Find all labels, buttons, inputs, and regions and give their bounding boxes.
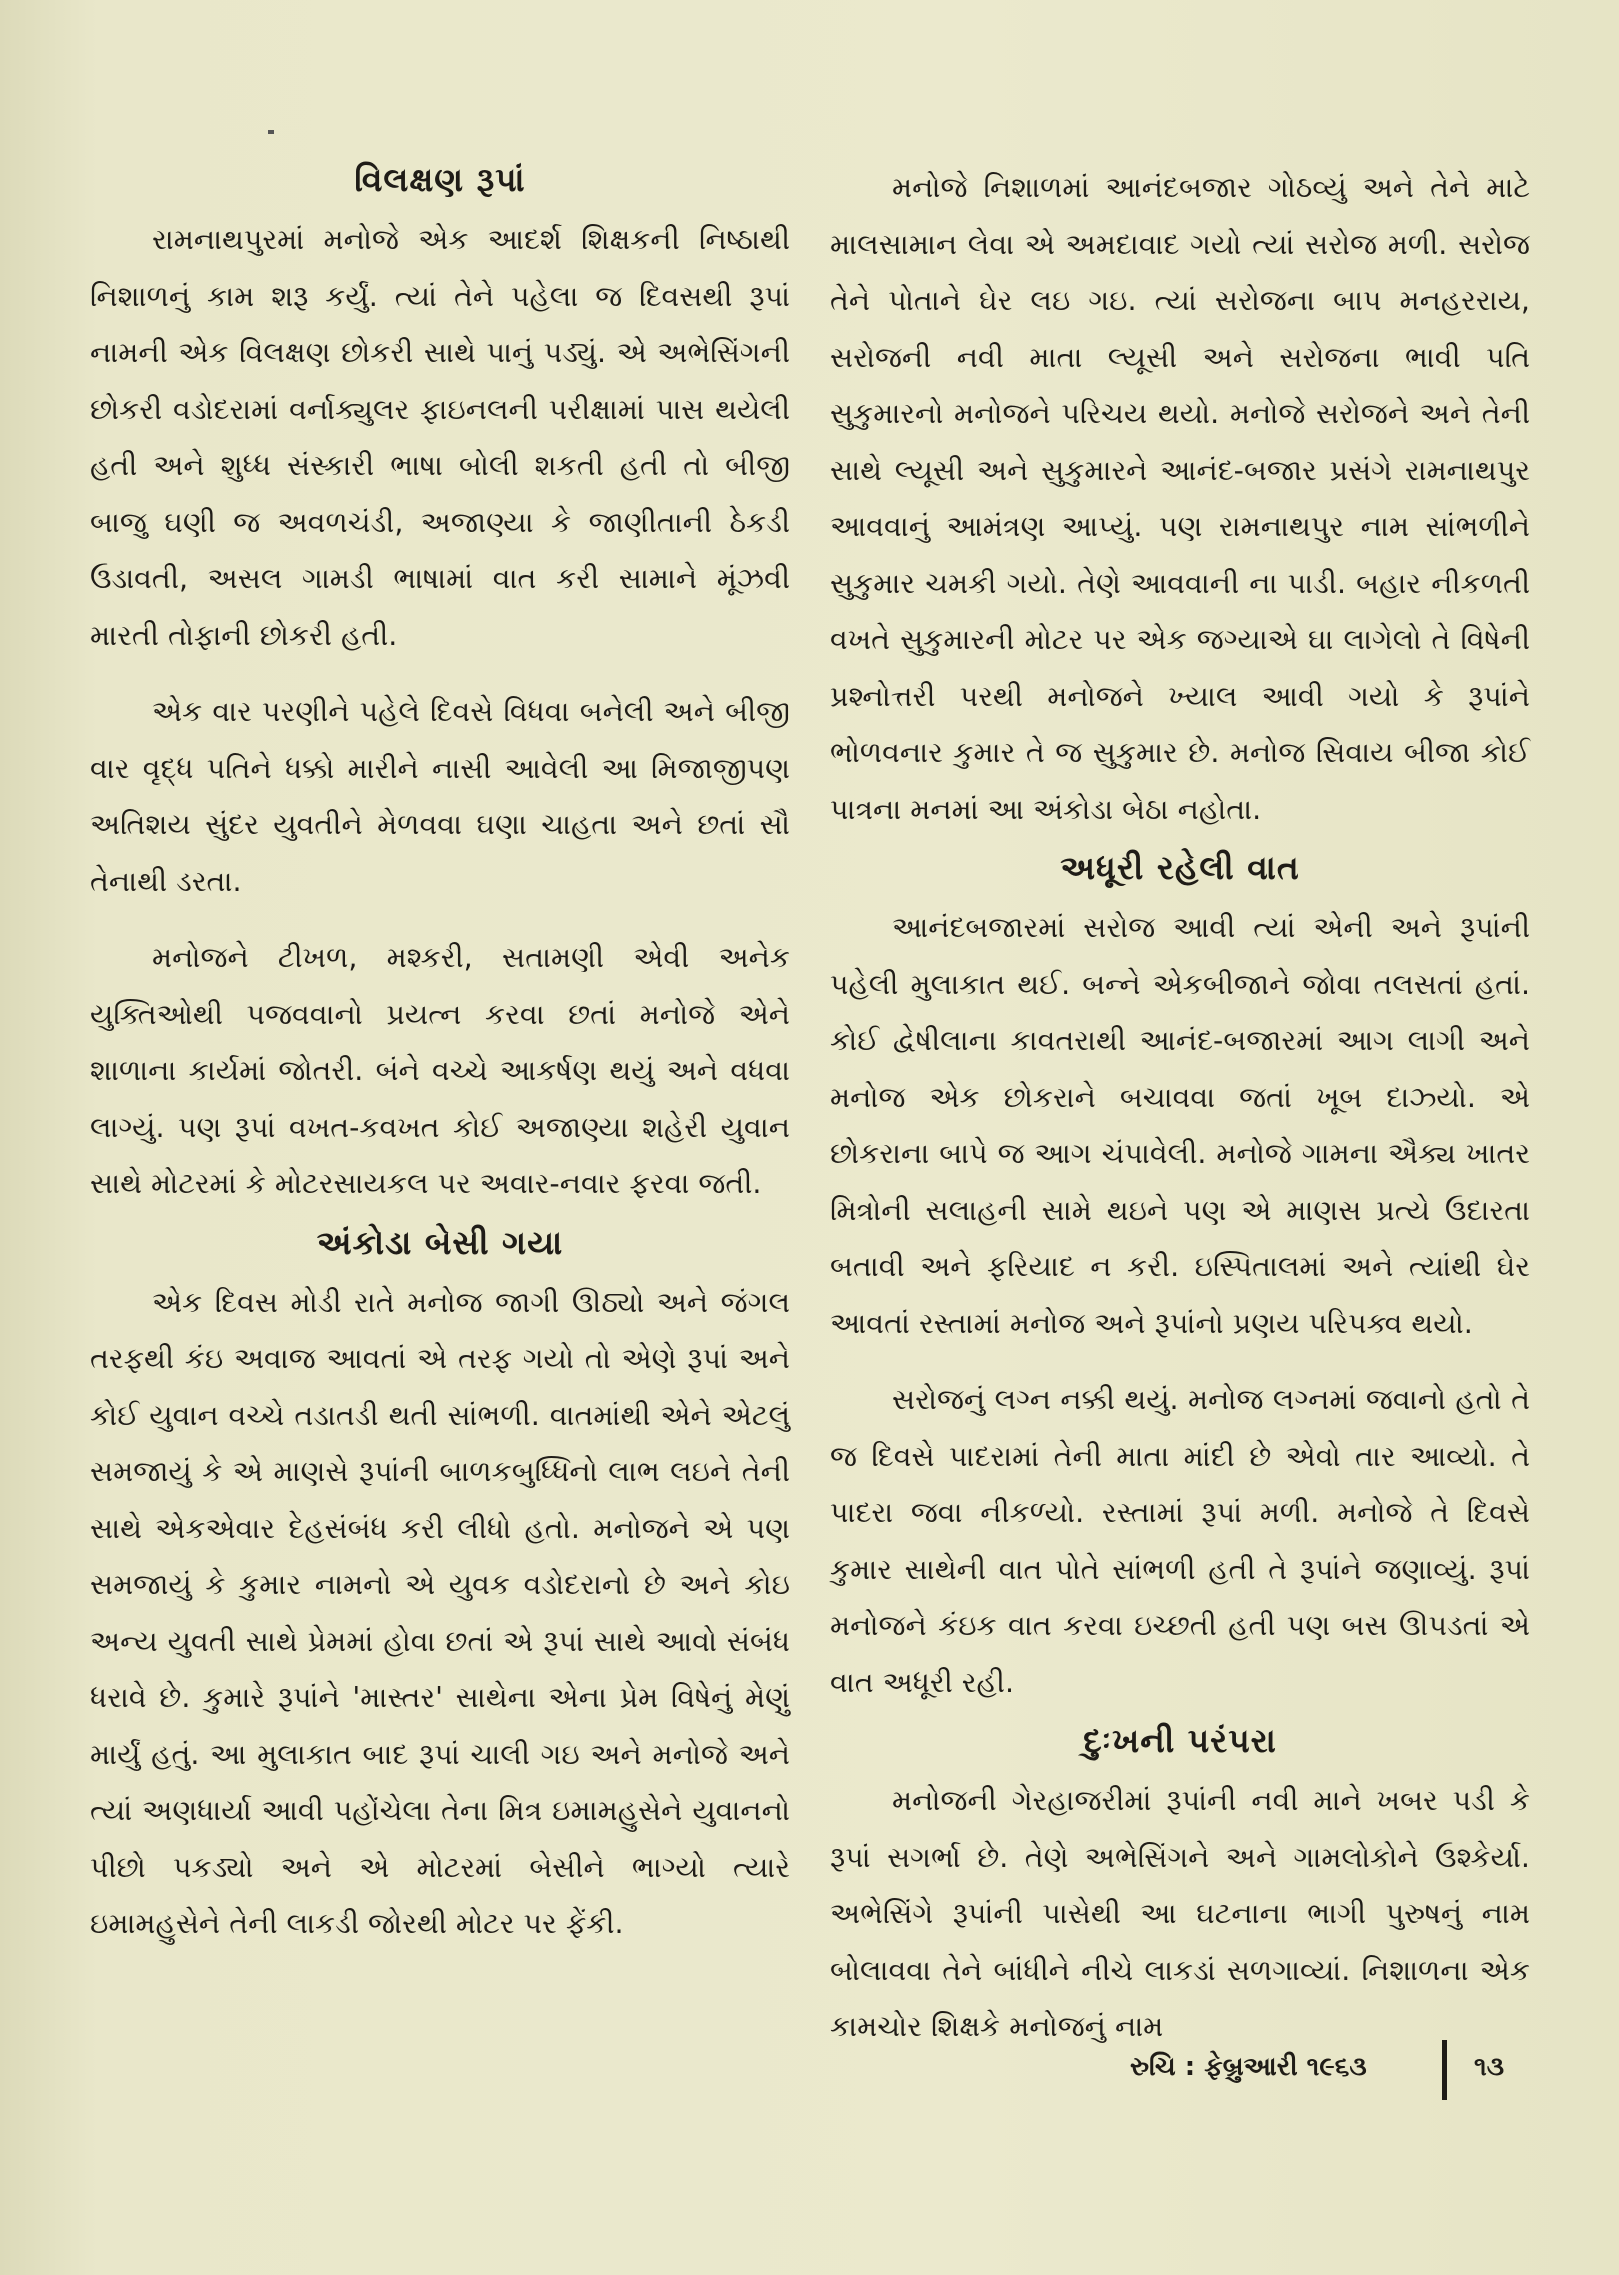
- paragraph: મનોજને ટીખળ, મશ્કરી, સતામણી એવી અનેક યુક્તિઓથી પજવવાનો પ્રયત્ન કરવા છતાં મનોજે એને શાળાના કાર્યમાં જોતરી. બંને વચ્ચે આકર્ષણ થયું અને વધવા લાગ્યું. પણ રૂપાં વખત-કવખત કોઈ અજાણ્યા શહેરી યુવાન સાથે મોટરમાં કે મોટરસાયકલ પર અવાર-નવાર ફરવા જતી.: [90, 941, 790, 1200]
- section-heading-adhuri-vaat: અધૂરી રહેલી વાત: [1060, 848, 1300, 887]
- section-heading-dukhni-parampara: દુઃખની પરંપરા: [1083, 1721, 1277, 1760]
- print-mark: [268, 130, 274, 134]
- page-footer: [1130, 2040, 1530, 2100]
- paragraph: એક દિવસ મોડી રાતે મનોજ જાગી ઊઠ્યો અને જંગલ તરફથી કંઇ અવાજ આવતાં એ તરફ ગયો તો એણે રૂપાં અને કોઈ યુવાન વચ્ચે તડાતડી થતી સાંભળી. વાતમાંથી એને એટલું સમજાયું કે એ માણસે રૂપાંની બાળકબુધ્ધિનો લાભ લઇને તેની સાથે એકએવાર દેહસંબંધ કરી લીધો હતો. મનોજને એ પણ સમજાયું કે કુમાર નામનો એ યુવક વડોદરાનો છે અને કોઇ અન્ય યુવતી સાથે પ્રેમમાં હોવા છતાં એ રૂપાં સાથે આવો સંબંધ ધરાવે છે. કુમારે રૂપાંને 'માસ્તર' સાથેના એના પ્રેમ વિષેનું મેણું માર્યું હતું. આ મુલાકાત બાદ રૂપાં ચાલી ગઇ અને મનોજે અને ત્યાં અણધાર્યા આવી પહોંચેલા તેના મિત્ર ઇમામહુસેને યુવાનનો પીછો પકડ્યો અને એ મોટરમાં બેસીને ભાગ્યો ત્યારે ઇમામહુસેને તેની લાકડી જોરથી મોટર પર ફેંકી.: [90, 1285, 790, 1940]
- section-heading-ankoda: અંકોડા બેસી ગયા: [316, 1222, 564, 1262]
- paragraph: એક વાર પરણીને પહેલે દિવસે વિધવા બનેલી અને બીજી વાર વૃદ્ધ પતિને ધક્કો મારીને નાસી આવેલી આ મિજાજીપણ અતિશય સુંદર યુવતીને મેળવવા ઘણા ચાહતા અને છતાં સૌ તેનાથી ડરતા.: [90, 695, 790, 898]
- paragraph: રામનાથપુરમાં મનોજે એક આદર્શ શિક્ષકની નિષ્ઠાથી નિશાળનું કામ શરૂ કર્યું. ત્યાં તેને પહેલા જ દિવસથી રૂપાં નામની એક વિલક્ષણ છોકરી સાથે પાનું પડ્યું. એ અભેસિંગની છોકરી વડોદરામાં વર્નાક્યુલર ફાઇનલની પરીક્ષામાં પાસ થયેલી હતી અને શુધ્ધ સંસ્કારી ભાષા બોલી શકતી હતી તો બીજી બાજુ ઘણી જ અવળચંડી, અજાણ્યા કે જાણીતાની ઠેકડી ઉડાવતી, અસલ ગામડી ભાષામાં વાત કરી સામાને મૂંઝવી મારતી તોફાની છોકરી હતી.: [90, 223, 790, 652]
- left-column: [90, 160, 790, 1973]
- right-column: [830, 160, 1530, 2076]
- footer-divider: [1442, 2040, 1447, 2100]
- paragraph: મનોજની ગેરહાજરીમાં રૂપાંની નવી માને ખબર પડી કે રૂપાં સગર્ભા છે. તેણે અભેસિંગને અને ગામલોકોને ઉશ્કેર્યા. અભેસિંગે રૂપાંની પાસેથી આ ઘટનાના ભાગી પુરુષનું નામ બોલાવવા તેને બાંધીને નીચે લાકડાં સળગાવ્યાં. નિશાળના એક કામચોર શિક્ષકે મનોજનું નામ: [830, 1784, 1530, 2043]
- magazine-issue-label: રુચિ : ફેબ્રુઆરી ૧૯૬૩: [1130, 2052, 1367, 2082]
- paragraph: સરોજનું લગ્ન નક્કી થયું. મનોજ લગ્નમાં જવાનો હતો તે જ દિવસે પાદરામાં તેની માતા માંદી છે એવો તાર આવ્યો. તે પાદરા જવા નીકળ્યો. રસ્તામાં રૂપાં મળી. મનોજે તે દિવસે કુમાર સાથેની વાત પોતે સાંભળી હતી તે રૂપાંને જણાવ્યું. રૂપાં મનોજને કંઇક વાત કરવા ઇચ્છતી હતી પણ બસ ઊપડતાં એ વાત અધૂરી રહી.: [830, 1383, 1530, 1699]
- section-heading-vilakshan-rupan: વિલક્ષણ રૂપાં: [354, 160, 526, 199]
- paragraph: આનંદબજારમાં સરોજ આવી ત્યાં એની અને રૂપાંની પહેલી મુલાકાત થઈ. બન્ને એકબીજાને જોવા તલસતાં હતાં. કોઈ દ્વેષીલાના કાવતરાથી આનંદ-બજારમાં આગ લાગી અને મનોજ એક છોકરાને બચાવવા જતાં ખૂબ દાઝ્યો. એ છોકરાના બાપે જ આગ ચંપાવેલી. મનોજે ગામના ઐક્ય ખાતર મિત્રોની સલાહની સામે થઇને પણ એ માણસ પ્રત્યે ઉદારતા બતાવી અને ફરિયાદ ન કરી. ઇસ્પિતાલમાં અને ત્યાંથી ઘેર આવતાં રસ્તામાં મનોજ અને રૂપાંનો પ્રણય પરિપક્વ થયો.: [830, 911, 1530, 1340]
- paragraph: મનોજે નિશાળમાં આનંદબજાર ગોઠવ્યું અને તેને માટે માલસામાન લેવા એ અમદાવાદ ગયો ત્યાં સરોજ મળી. સરોજ તેને પોતાને ઘેર લઇ ગઇ. ત્યાં સરોજના બાપ મનહરરાય, સરોજની નવી માતા લ્યૂસી અને સરોજના ભાવી પતિ સુકુમારનો મનોજને પરિચય થયો. મનોજે સરોજને અને તેની સાથે લ્યૂસી અને સુકુમારને આનંદ-બજાર પ્રસંગે રામનાથપુર આવવાનું આમંત્રણ આપ્યું. પણ રામનાથપુર નામ સાંભળીને સુકુમાર ચમકી ગયો. તેણે આવવાની ના પાડી. બહાર નીકળતી વખતે સુકુમારની મોટર પર એક જગ્યાએ ઘા લાગેલો તે વિષેની પ્રશ્નોત્તરી પરથી મનોજને ખ્યાલ આવી ગયો કે રૂપાંને ભોળવનાર કુમાર તે જ સુકુમાર છે. મનોજ સિવાય બીજા કોઈ પાત્રના મનમાં આ અંકોડા બેઠા નહોતા.: [830, 171, 1530, 826]
- page-number: ૧૩: [1474, 2052, 1505, 2082]
